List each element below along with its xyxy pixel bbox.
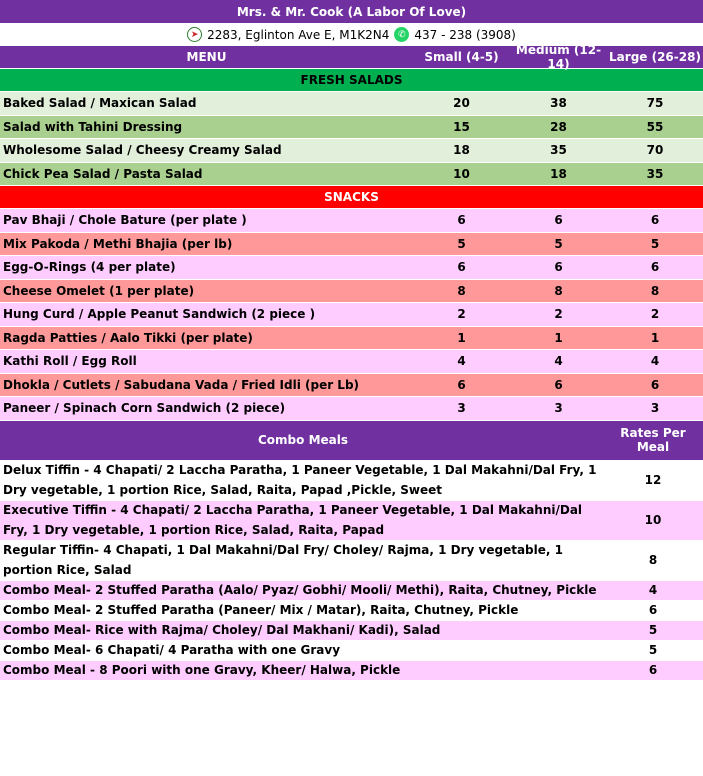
- price-large: 3: [650, 401, 660, 416]
- price-small: 18: [453, 143, 470, 158]
- price-large: 8: [650, 283, 660, 298]
- medium-header: Medium (12-14): [515, 43, 602, 71]
- address-text: 2283, Eglinton Ave E, M1K2N4: [207, 27, 390, 42]
- price-large: 6: [650, 377, 660, 392]
- price-small: 1: [457, 330, 466, 345]
- table-row: [0, 641, 703, 661]
- combo-item-name: Combo Meal- 6 Chapati/ 4 Paratha with one Gravy: [3, 643, 341, 657]
- location-icon: ➤: [187, 27, 202, 42]
- table-row: [0, 92, 703, 116]
- table-row: [0, 601, 703, 621]
- price-medium: 3: [554, 401, 563, 416]
- combo-meals-header: Combo Meals: [258, 433, 348, 447]
- price-medium: 2: [554, 307, 563, 322]
- price-medium: 28: [550, 119, 567, 134]
- price-small: 3: [457, 401, 466, 416]
- page-title: [0, 0, 703, 24]
- section-snacks: [0, 186, 703, 209]
- table-row: [0, 374, 703, 398]
- price-medium: 38: [550, 96, 567, 111]
- price-large: 6: [650, 213, 660, 228]
- menu-header-row: [0, 43, 703, 71]
- item-name: Dhokla / Cutlets / Sabudana Vada / Fried Idli (per Lb): [3, 377, 360, 392]
- phone-text: 437 - 238 (3908): [414, 27, 516, 42]
- item-name: Egg-O-Rings (4 per plate): [3, 260, 176, 275]
- item-name: Paneer / Spinach Corn Sandwich (2 piece): [3, 401, 286, 416]
- table-row: [0, 280, 703, 304]
- item-name: Pav Bhaji / Chole Bature (per plate ): [3, 213, 247, 228]
- price-medium: 35: [550, 143, 567, 158]
- table-row: [0, 139, 703, 163]
- table-row: [0, 541, 703, 581]
- item-name: Hung Curd / Apple Peanut Sandwich (2 piece ): [3, 307, 316, 322]
- item-name: Baked Salad / Maxican Salad: [3, 96, 197, 111]
- price-small: 5: [457, 236, 466, 251]
- price-large: 70: [646, 143, 664, 158]
- table-row: [0, 303, 703, 327]
- price-large: 6: [650, 260, 660, 275]
- combo-rate: 10: [644, 513, 662, 527]
- small-header: Small (4-5): [424, 50, 499, 64]
- combo-item-name: Combo Meal- 2 Stuffed Paratha (Aalo/ Pyaz/ Gobhi/ Mooli/ Methi), Raita, Chutney, Pickle: [3, 583, 597, 597]
- item-name: Kathi Roll / Egg Roll: [3, 354, 137, 369]
- page-title-text: Mrs. & Mr. Cook (A Labor Of Love): [236, 4, 467, 19]
- combo-rate: 6: [648, 663, 658, 677]
- item-name: Salad with Tahini Dressing: [3, 119, 183, 134]
- table-row: [0, 350, 703, 374]
- price-large: 75: [646, 96, 664, 111]
- price-large: 55: [646, 119, 664, 134]
- table-row: [0, 233, 703, 257]
- table-row: [0, 581, 703, 601]
- price-small: 8: [457, 283, 466, 298]
- item-name: Ragda Patties / Aalo Tikki (per plate): [3, 330, 253, 345]
- combo-item-name: Regular Tiffin- 4 Chapati, 1 Dal Makahni/Dal Fry/ Choley/ Rajma, 1 Dry vegetable, 1 portion Rice, Salad: [3, 543, 563, 577]
- combo-rate: 5: [648, 643, 658, 657]
- combo-rate: 4: [648, 583, 658, 597]
- price-large: 4: [650, 354, 660, 369]
- price-small: 6: [457, 213, 466, 228]
- price-large: 2: [650, 307, 660, 322]
- item-name: Chick Pea Salad / Pasta Salad: [3, 166, 203, 181]
- price-large: 1: [650, 330, 660, 345]
- price-medium: 5: [554, 236, 563, 251]
- combo-rate: 8: [648, 553, 658, 567]
- table-row: [0, 501, 703, 541]
- price-small: 10: [453, 166, 470, 181]
- table-row: [0, 461, 703, 501]
- rates-header: Rates Per Meal: [620, 426, 686, 454]
- table-row: [0, 621, 703, 641]
- price-medium: 6: [554, 260, 563, 275]
- table-row: [0, 163, 703, 187]
- price-large: 35: [646, 166, 664, 181]
- table-row: [0, 327, 703, 351]
- table-row: [0, 209, 703, 233]
- section-title: SNACKS: [324, 190, 379, 204]
- combo-item-name: Combo Meal- Rice with Rajma/ Choley/ Dal Makhani/ Kadi), Salad: [3, 623, 441, 637]
- whatsapp-icon: ✆: [394, 27, 409, 42]
- price-medium: 18: [550, 166, 567, 181]
- table-row: [0, 661, 703, 681]
- item-name: Wholesome Salad / Cheesy Creamy Salad: [3, 143, 282, 158]
- price-large: 5: [650, 236, 660, 251]
- combo-header-row: [0, 421, 703, 461]
- price-small: 6: [457, 260, 466, 275]
- combo-rate: 5: [648, 623, 658, 637]
- combo-item-name: Combo Meal - 8 Poori with one Gravy, Kheer/ Halwa, Pickle: [3, 663, 401, 677]
- section-title: FRESH SALADS: [300, 73, 403, 87]
- table-row: [0, 397, 703, 421]
- price-small: 15: [453, 119, 470, 134]
- item-name: Cheese Omelet (1 per plate): [3, 283, 195, 298]
- price-small: 2: [457, 307, 466, 322]
- price-medium: 6: [554, 377, 563, 392]
- table-row: [0, 116, 703, 140]
- menu-header: MENU: [186, 50, 227, 64]
- table-row: [0, 256, 703, 280]
- combo-item-name: Delux Tiffin - 4 Chapati/ 2 Laccha Paratha, 1 Paneer Vegetable, 1 Dal Makahni/Dal Fry, 1 Dry vegetable, 1 portion Rice, Salad, Raita, Papad ,Pickle, Sweet: [3, 463, 597, 497]
- price-medium: 8: [554, 283, 563, 298]
- item-name: Mix Pakoda / Methi Bhajia (per lb): [3, 236, 233, 251]
- combo-item-name: Executive Tiffin - 4 Chapati/ 2 Laccha Paratha, 1 Paneer Vegetable, 1 Dal Makahni/Dal Fry, 1 Dry vegetable, 1 portion Rice, Salad, Raita, Papad: [3, 503, 583, 537]
- price-small: 20: [453, 96, 470, 111]
- combo-rate: 6: [648, 603, 658, 617]
- combo-item-name: Combo Meal- 2 Stuffed Paratha (Paneer/ Mix / Matar), Raita, Chutney, Pickle: [3, 603, 519, 617]
- section-fresh-salads: [0, 69, 703, 92]
- price-medium: 6: [554, 213, 563, 228]
- price-medium: 1: [554, 330, 563, 345]
- large-header: Large (26-28): [609, 50, 701, 64]
- price-medium: 4: [554, 354, 563, 369]
- price-small: 6: [457, 377, 466, 392]
- combo-rate: 12: [644, 473, 662, 487]
- price-small: 4: [457, 354, 466, 369]
